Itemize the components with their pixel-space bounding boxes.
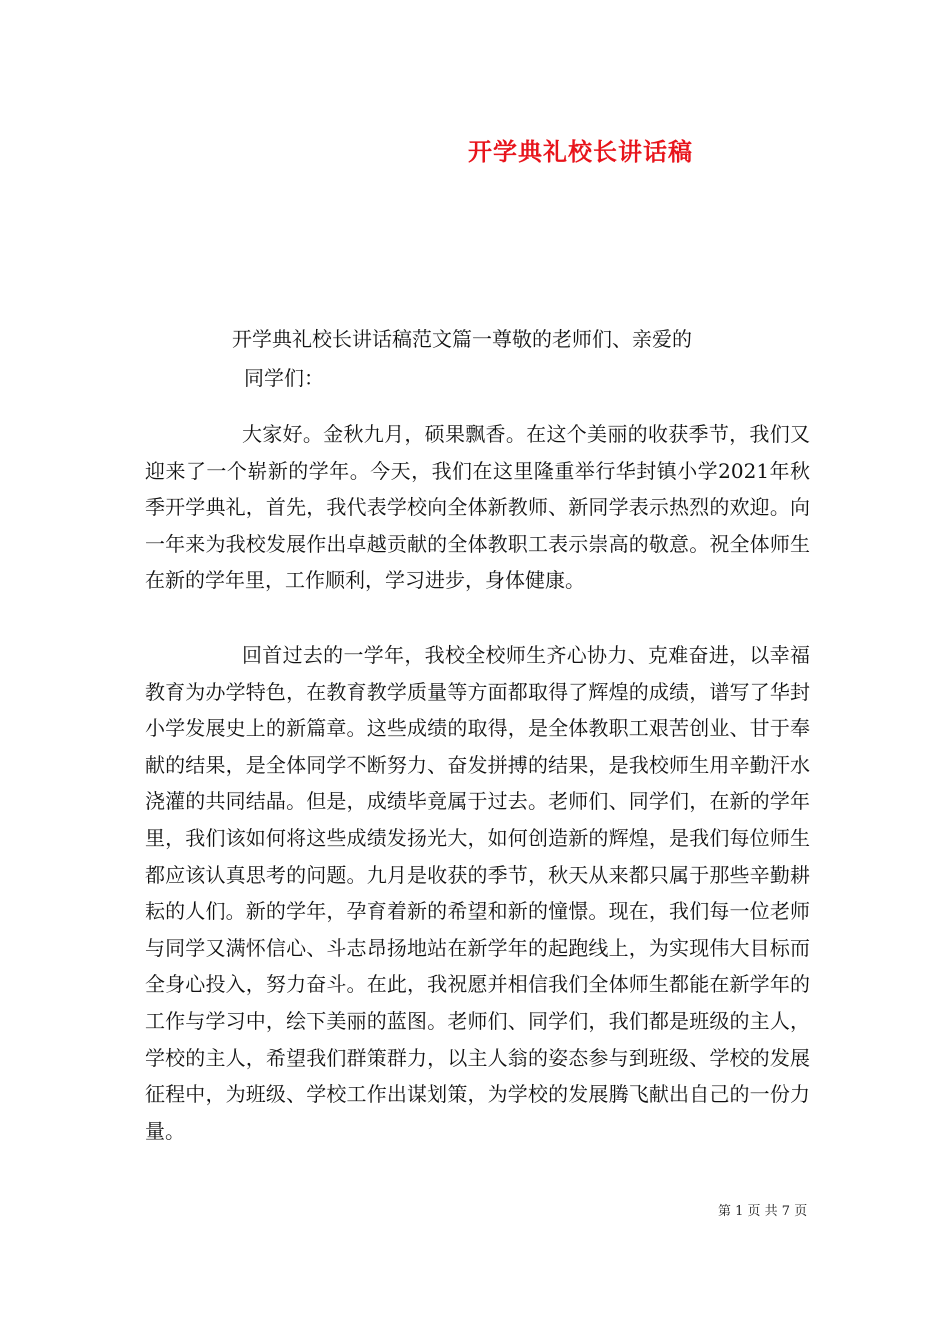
salutation: 同学们： bbox=[244, 366, 324, 390]
body-paragraph-1: 大家好。金秋九月，硕果飘香。在这个美丽的收获季节，我们又迎来了一个崭新的学年。今天，我们在这里隆重举行华封镇小学2021年秋季开学典礼，首先，我代表学校向全体新教师、新同学表示热烈的欢迎。向一年来为我校发展作出卓越贡献的全体教职工表示崇高的敬意。祝全体师生在新的学年里，工作顺利，学习进步，身体健康。 bbox=[145, 422, 810, 593]
document-subtitle: 开学典礼校长讲话稿范文篇一尊敬的老师们、亲爱的 bbox=[232, 327, 692, 351]
document-title: 开学典礼校长讲话稿 bbox=[468, 137, 693, 166]
body-paragraph-2: 回首过去的一学年，我校全校师生齐心协力、克难奋进，以幸福教育为办学特色，在教育教学质量等方面都取得了辉煌的成绩，谱写了华封小学发展史上的新篇章。这些成绩的取得，是全体教职工艰苦创业、甘于奉献的结果，是全体同学不断努力、奋发拼搏的结果，是我校师生用辛勤汗水浇灌的共同结晶。但是，成绩毕竟属于过去。老师们、同学们，在新的学年里，我们该如何将这些成绩发扬光大，如何创造新的辉煌，是我们每位师生都应该认真思考的问题。九月是收获的季节，秋天从来都只属于那些辛勤耕耘的人们。新的学年，孕育着新的希望和新的憧憬。现在，我们每一位老师与同学又满怀信心、斗志昂扬地站在新学年的起跑线上，为实现伟大目标而全身心投入，努力奋斗。在此，我祝愿并相信我们全体师生都能在新学年的工作与学习中，绘下美丽的蓝图。老师们、同学们，我们都是班级的主人，学校的主人，希望我们群策群力，以主人翁的姿态参与到班级、学校的发展征程中，为班级、学校工作出谋划策，为学校的发展腾飞献出自己的一份力量。 bbox=[145, 643, 810, 1143]
page-number-footer: 第 1 页 共 7 页 bbox=[718, 1204, 808, 1219]
